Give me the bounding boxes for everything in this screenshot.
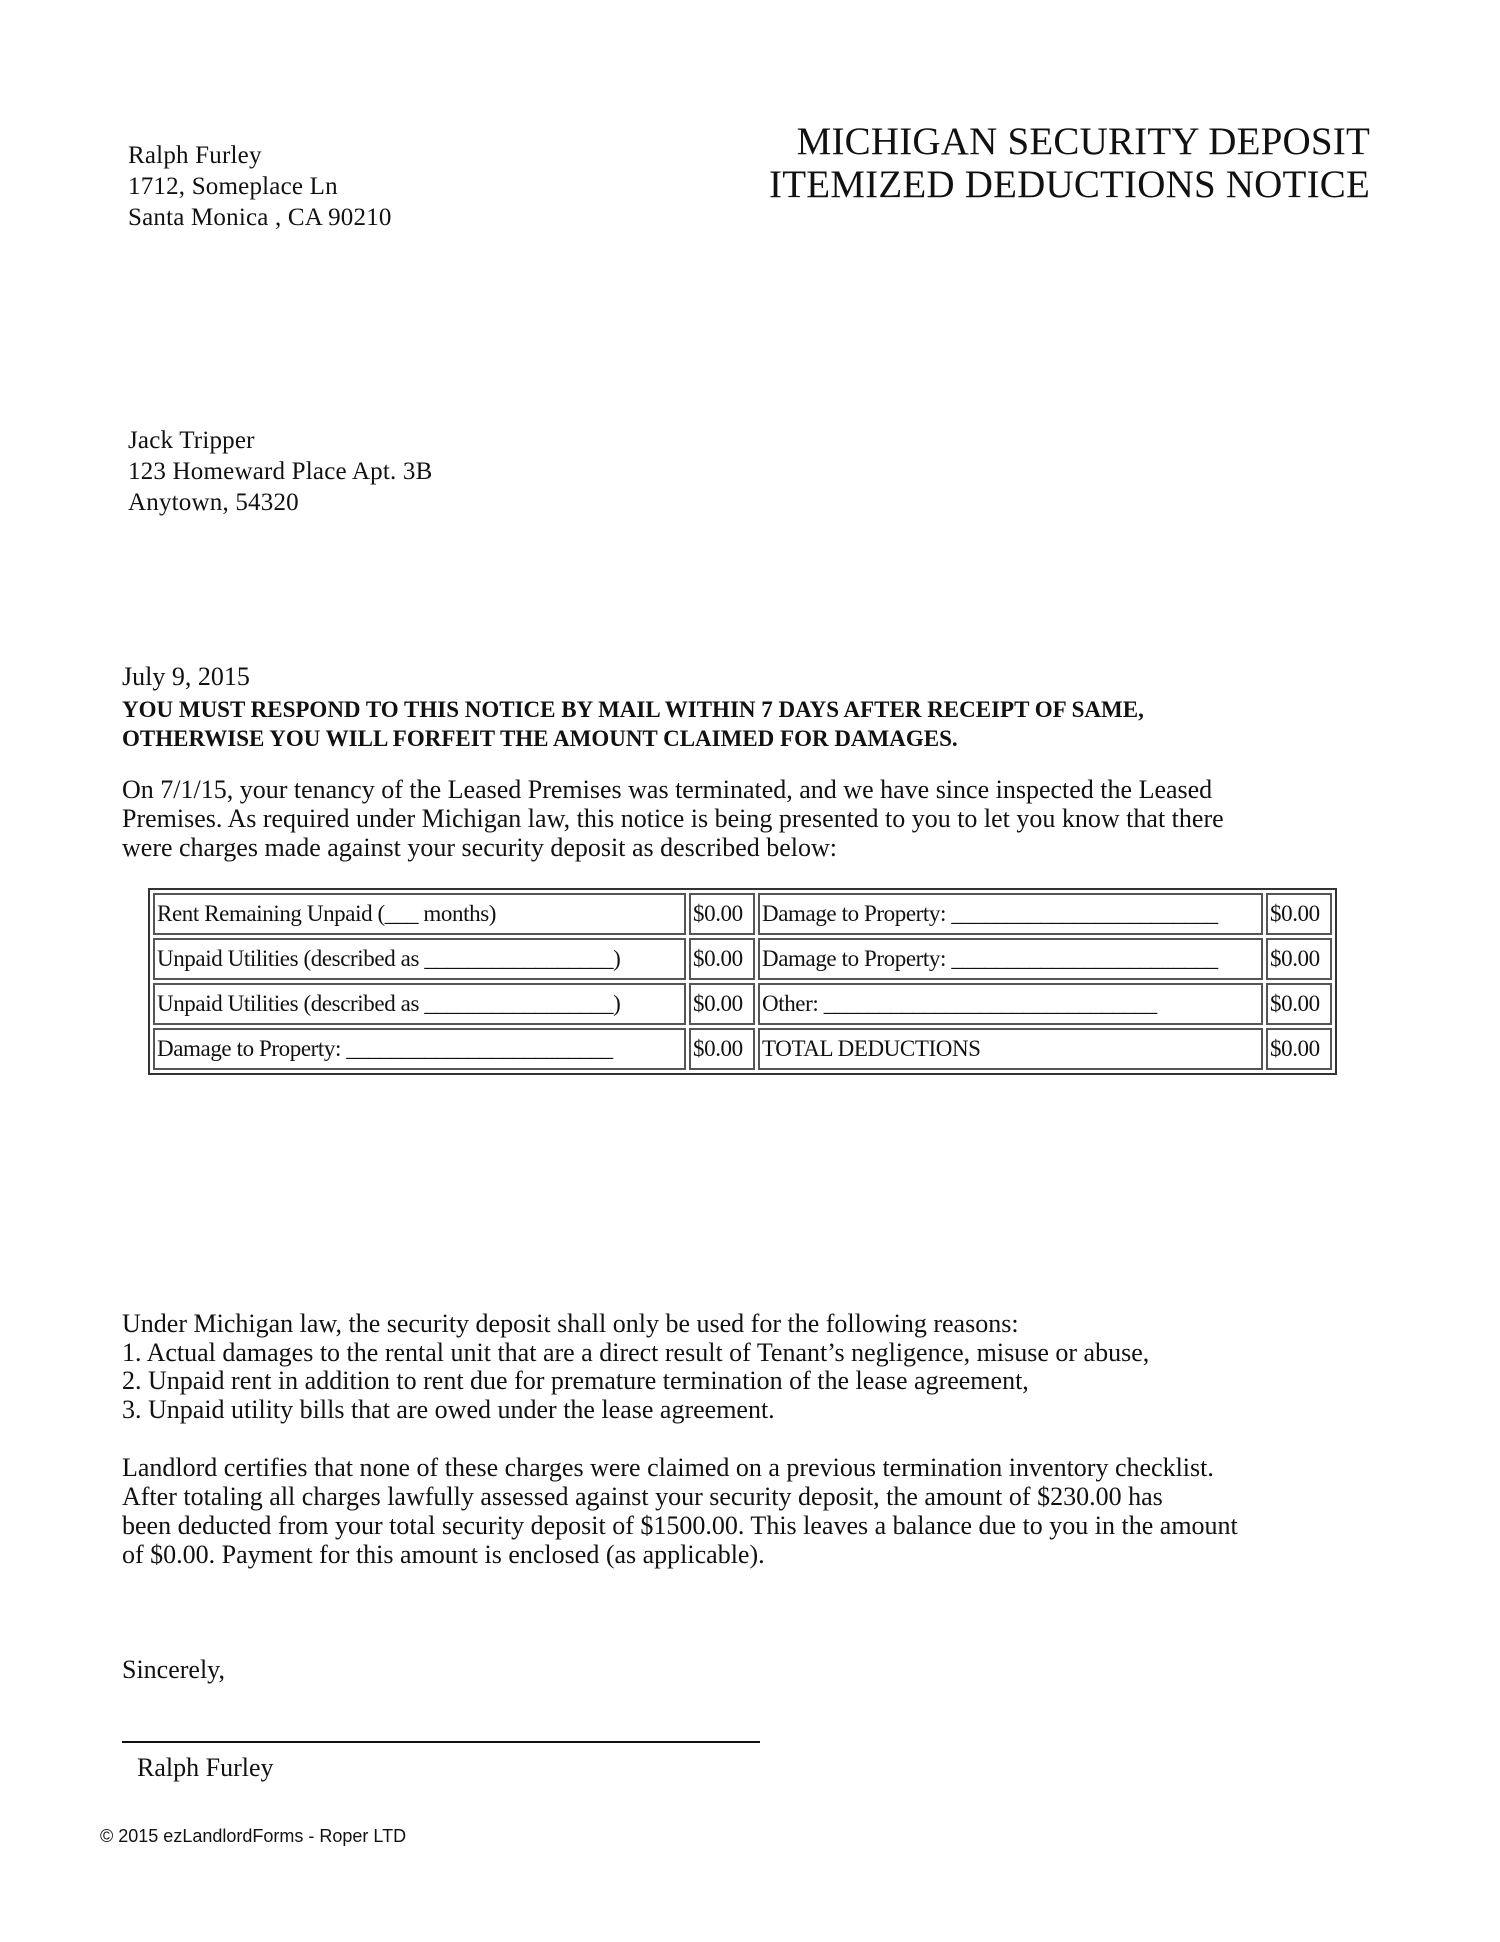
- permitted-use-item: 2. Unpaid rent in addition to rent due for premature termination of the lease agreement,: [122, 1366, 1029, 1395]
- deduction-right-label: TOTAL DEDUCTIONS: [758, 1028, 1263, 1070]
- deduction-row: [153, 1028, 1332, 1070]
- recipient-name: Jack Tripper: [128, 427, 255, 454]
- sender-city: Santa Monica , CA 90210: [128, 204, 392, 231]
- title-line-2: ITEMIZED DEDUCTIONS NOTICE: [769, 163, 1370, 206]
- permitted-use-item: 3. Unpaid utility bills that are owed under the lease agreement.: [122, 1394, 775, 1424]
- intro-line-3: were charges made against your security deposit as described below:: [122, 833, 837, 862]
- deduction-right-label: Damage to Property: ________________________: [758, 893, 1263, 935]
- deductions-table: [148, 888, 1337, 1075]
- recipient-address: [128, 425, 432, 518]
- deduction-left-label: Rent Remaining Unpaid (___ months): [153, 893, 686, 935]
- sender-street: 1712, Someplace Ln: [128, 173, 338, 200]
- deductions-table-body: [153, 893, 1332, 1070]
- sender-address: [128, 140, 392, 233]
- deduction-right-amount: $0.00: [1266, 893, 1332, 935]
- deduction-right-label: Damage to Property: ________________________: [758, 938, 1263, 980]
- notice-date: July 9, 2015: [122, 662, 250, 691]
- title-line-1: MICHIGAN SECURITY DEPOSIT: [796, 120, 1370, 163]
- deduction-right-label: Other: ______________________________: [758, 983, 1263, 1025]
- intro-line-1: On 7/1/15, your tenancy of the Leased Premises was terminated, and we have since inspected the Leased: [122, 775, 1213, 804]
- warning-line-1: YOU MUST RESPOND TO THIS NOTICE BY MAIL WITHIN 7 DAYS AFTER RECEIPT OF SAME,: [122, 697, 1144, 722]
- sender-name: Ralph Furley: [128, 142, 262, 169]
- deduction-left-amount: $0.00: [689, 893, 755, 935]
- deduction-left-amount: $0.00: [689, 983, 755, 1025]
- certify-line-2: After totaling all charges lawfully assessed against your security deposit, the amount of $230.00 has: [122, 1482, 1163, 1511]
- intro-paragraph: [122, 775, 1362, 862]
- deduction-row: [153, 893, 1332, 935]
- deduction-right-amount: $0.00: [1266, 938, 1332, 980]
- document-title: [769, 120, 1370, 206]
- recipient-street: 123 Homeward Place Apt. 3B: [128, 458, 433, 485]
- intro-line-2: Premises. As required under Michigan law, this notice is being presented to you to let you know that there: [122, 804, 1224, 833]
- certify-line-1: Landlord certifies that none of these charges were claimed on a previous termination inventory checklist.: [122, 1453, 1214, 1482]
- copyright-footer: © 2015 ezLandlordForms - Roper LTD: [100, 1826, 407, 1846]
- deduction-row: [153, 983, 1332, 1025]
- signer-name: Ralph Furley: [137, 1753, 274, 1782]
- deduction-left-amount: $0.00: [689, 1028, 755, 1070]
- response-warning: [122, 695, 1422, 753]
- warning-line-2: OTHERWISE YOU WILL FORFEIT THE AMOUNT CLAIMED FOR DAMAGES.: [122, 726, 958, 751]
- deduction-right-amount: $0.00: [1266, 1028, 1332, 1070]
- certification-paragraph: [122, 1453, 1422, 1569]
- certify-line-3: been deducted from your total security deposit of $1500.00. This leaves a balance due to you in the amount: [122, 1511, 1238, 1540]
- deduction-left-label: Unpaid Utilities (described as _________________): [153, 983, 686, 1025]
- permitted-uses-intro: Under Michigan law, the security deposit shall only be used for the following reasons:: [122, 1309, 1019, 1338]
- recipient-city: Anytown, 54320: [128, 489, 299, 516]
- certify-line-4: of $0.00. Payment for this amount is enclosed (as applicable).: [122, 1540, 765, 1569]
- deduction-left-label: Unpaid Utilities (described as _________________): [153, 938, 686, 980]
- permitted-use-item: 1. Actual damages to the rental unit that are a direct result of Tenant’s negligence, misuse or abuse,: [122, 1337, 1150, 1367]
- deduction-row: [153, 938, 1332, 980]
- signature-line: [122, 1741, 760, 1743]
- deduction-left-label: Damage to Property: ________________________: [153, 1028, 686, 1070]
- permitted-uses-section: [122, 1310, 1402, 1424]
- deduction-left-amount: $0.00: [689, 938, 755, 980]
- deduction-right-amount: $0.00: [1266, 983, 1332, 1025]
- closing-salutation: Sincerely,: [122, 1655, 225, 1684]
